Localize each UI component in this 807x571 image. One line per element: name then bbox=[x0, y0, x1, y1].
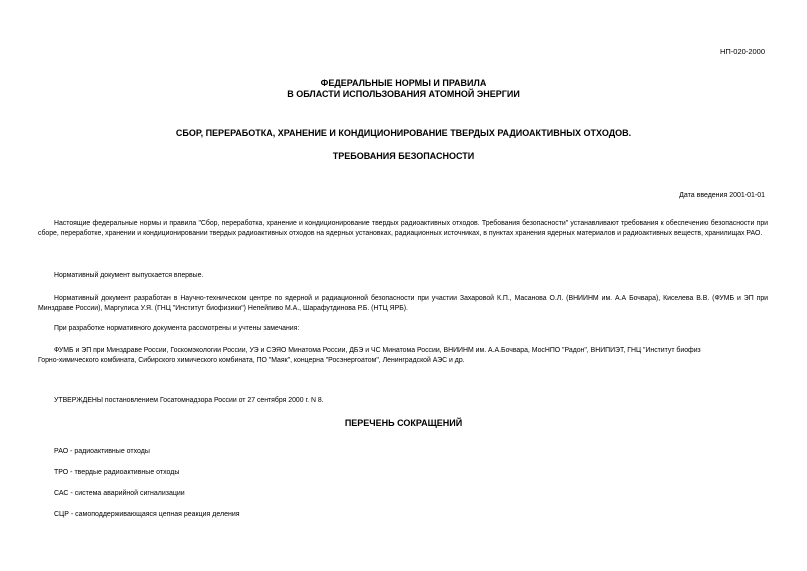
title-line-1: ФЕДЕРАЛЬНЫЕ НОРМЫ И ПРАВИЛА bbox=[320, 78, 487, 88]
remarks-line-1: ФУМБ и ЭП при Минздраве России, Госкомэкологии России, УЭ и СЭЯО Минатома России, ДБЭ и ЧС Минатома России, ВНИИНМ им. А.А.Бочвара, МосНПО "Радон", ВНИПИЭТ, ГНЦ "Институт биофиз bbox=[54, 347, 701, 354]
abbreviation-item: РАО - радиоактивные отходы bbox=[54, 448, 150, 455]
subtitle: ТРЕБОВАНИЯ БЕЗОПАСНОСТИ bbox=[332, 151, 475, 161]
title-line-2: В ОБЛАСТИ ИСПОЛЬЗОВАНИЯ АТОМНОЙ ЭНЕРГИИ bbox=[287, 89, 520, 99]
document-code: НП-020-2000 bbox=[720, 47, 765, 56]
abbreviations-heading: ПЕРЕЧЕНЬ СОКРАЩЕНИЙ bbox=[344, 418, 463, 428]
abbreviation-item: САС - система аварийной сигнализации bbox=[54, 490, 185, 497]
paragraph-first-issue: Нормативный документ выпускается впервые. bbox=[54, 272, 204, 279]
paragraph-approval: УТВЕРЖДЕНЫ постановлением Госатомнадзора России от 27 сентября 2000 г. N 8. bbox=[54, 397, 324, 404]
paragraph-remarks-intro: При разработке нормативного документа рассмотрены и учтены замечания: bbox=[54, 325, 300, 332]
abbreviation-item: ТРО - твердые радиоактивные отходы bbox=[54, 469, 180, 476]
paragraph-remarks-list bbox=[38, 346, 768, 367]
date-introduced: Дата введения 2001-01-01 bbox=[679, 192, 765, 199]
paragraph-developers: Нормативный документ разработан в Научно-техническом центре по ядерной и радиационной безопасности при участии Захаровой К.П., Масанова О.Л. (ВНИИНМ им. А.А Бочвара), Киселева В.В. (ФУМБ и ЭП при Минздраве России), Маргулиса У.Я. (ГНЦ "Институт биофизики") Непейпиво М.А., Шарафутдинова Р.Б. (НТЦ ЯРБ). bbox=[38, 295, 768, 313]
remarks-line-2: Горно-химического комбината, Сибирского химического комбината, ПО "Маяк", концерна "Росэнергоатом", Ленинградской АЭС и др. bbox=[38, 357, 465, 365]
main-title: СБОР, ПЕРЕРАБОТКА, ХРАНЕНИЕ И КОНДИЦИОНИРОВАНИЕ ТВЕРДЫХ РАДИОАКТИВНЫХ ОТХОДОВ. bbox=[175, 128, 632, 138]
paragraph-scope: Настоящие федеральные нормы и правила "Сбор, переработка, хранение и кондиционирование твердых радиоактивных отходов. Требования безопасности" устанавливают требования к обеспечению безопасности при сборе, переработке, хранении и кондиционировании твердых радиоактивных отходов на ядерных установках, радиационных источниках, в пунктах хранения ядерных материалов и радиоактивных веществ, хранилищах РАО. bbox=[38, 220, 768, 238]
abbreviation-item: СЦР - самоподдерживающаяся цепная реакция деления bbox=[54, 511, 240, 518]
